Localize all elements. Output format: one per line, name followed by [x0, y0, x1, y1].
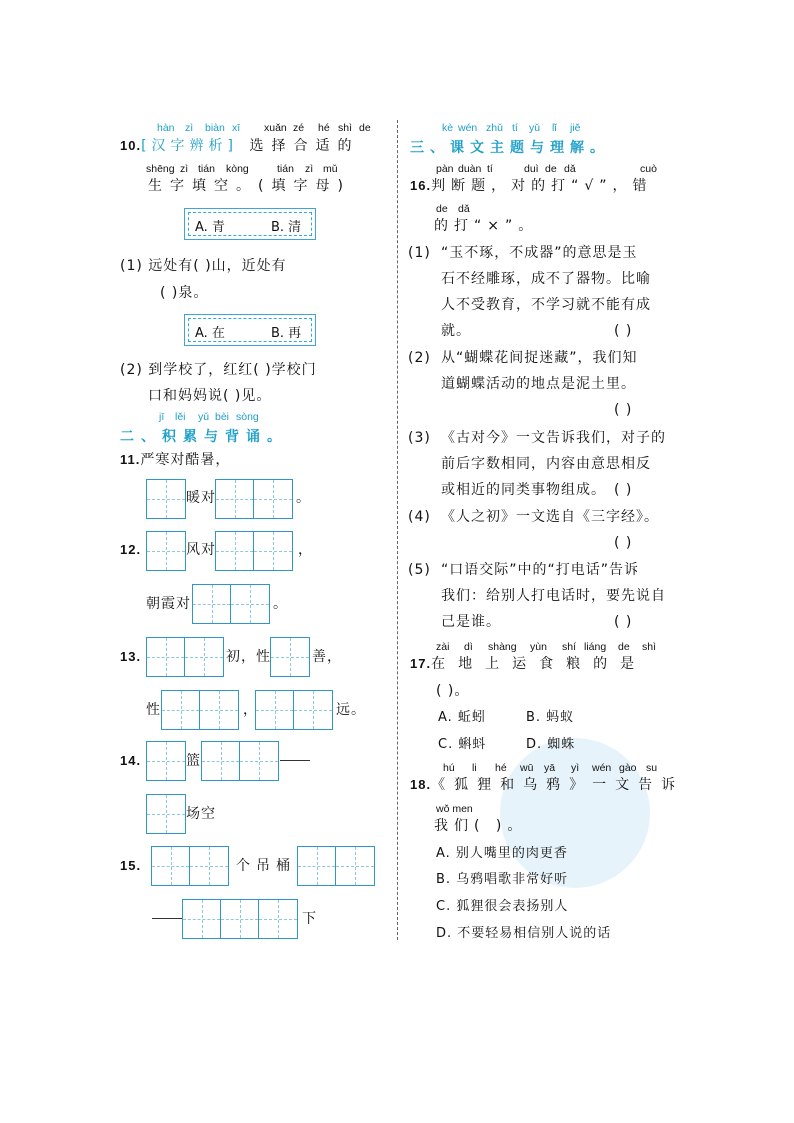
q16-pinyin-6: dǎ [564, 163, 576, 175]
q13-text-c: 性 [146, 702, 161, 718]
q18-pinyin-2: li [472, 762, 477, 774]
q17-pinyin-1: zài [436, 641, 450, 653]
q17-pinyin-3: shàng [488, 641, 517, 653]
watermark-logo [500, 738, 650, 888]
q16-line1: 16.判断题，对的打“√”，错 [410, 178, 653, 194]
q16-item2-answer[interactable]: ( ) [614, 402, 633, 418]
q12-writing-grid-3[interactable] [192, 584, 270, 624]
sec2-pinyin-1: jī [159, 411, 165, 423]
q12-comma: ， [298, 542, 313, 558]
q17-pinyin-5: shí [562, 641, 577, 653]
q13-number: 13. [120, 649, 142, 664]
q18-line2: 我们( )。 [434, 818, 528, 834]
q16-pinyin-5: de [545, 163, 557, 175]
q18-pinyin-4: wū [520, 762, 534, 774]
q18-line1: 18.《狐狸和乌鸦》一文告诉 [410, 777, 685, 793]
q10-options-box-2: A. 在 B. 再 [184, 314, 316, 346]
q17-pinyin-7: de [618, 641, 630, 653]
q18-pinyin-9: su [646, 762, 658, 774]
q17-line1: 17.在地上运食粮的是 [410, 656, 648, 672]
q16-item4-line1: 《人之初》一文选自《三字经》。 [441, 509, 659, 525]
q12-text: 风对 [186, 542, 216, 558]
q16-pinyin-2: duàn [458, 163, 482, 175]
q10-pinyin-12: mǔ [323, 163, 338, 175]
q16-item1-label: (1) [408, 245, 431, 261]
q16-item2-line1: 从“蝴蝶花间捉迷藏”，我们知 [441, 350, 638, 366]
q10-options-box-1: A. 青 B. 清 [184, 208, 316, 240]
q16-pinyin-7: cuò [640, 163, 657, 175]
q15-number: 15. [120, 858, 142, 873]
tag-pinyin-1: hàn [157, 122, 175, 134]
q13-text-a: 初，性 [226, 649, 271, 665]
q10-sub2-line1: (2) 到学校了，红红( )学校门 [120, 362, 317, 378]
q11-line1: 11.严寒对酷暑， [120, 452, 231, 468]
q11-writing-grid-1[interactable] [146, 479, 186, 519]
q10-pinyin-8: tián [198, 163, 215, 175]
q12-number: 12. [120, 542, 142, 557]
q14-writing-grid-3[interactable] [146, 794, 186, 834]
section-2-heading: 二、积累与背诵。 [120, 429, 288, 445]
q16-item5-label: (5) [408, 562, 431, 578]
sec3-pinyin-4: tí [512, 122, 518, 134]
q17-pinyin-4: yùn [530, 641, 547, 653]
column-divider [397, 120, 398, 940]
q16-item4-answer[interactable]: ( ) [614, 535, 633, 551]
q10-pinyin-10: tián [277, 163, 294, 175]
q16-pinyin-9: dǎ [458, 203, 470, 215]
q16-pinyin-1: pàn [436, 163, 454, 175]
q18-pinyin-3: hé [495, 762, 507, 774]
q16-line2: 的打“×”。 [434, 218, 539, 234]
sec3-pinyin-7: jiě [570, 122, 581, 134]
q10-pinyin-4: shì [338, 122, 353, 134]
q13-text-e: 远。 [336, 702, 366, 718]
q17-pinyin-8: shì [642, 641, 657, 653]
q12-writing-grid-1[interactable] [146, 531, 186, 571]
q16-item3-line1: 《古对今》一文告诉我们，对子的 [441, 430, 666, 446]
q15-dash [152, 918, 182, 919]
q10-sub2-line2: 口和妈妈说( )见。 [148, 388, 272, 404]
q14-text-a: 篮 [186, 753, 201, 769]
q18-pinyin-10: wǒ men [436, 803, 473, 815]
q16-item5-line1: “口语交际”中的“打电话”告诉 [441, 562, 640, 578]
sec3-pinyin-1: kè [442, 122, 454, 134]
q10-pinyin-5: de [359, 122, 371, 134]
q16-item3-line2: 前后字数相同，内容由意思相反 [441, 456, 651, 472]
q13-writing-grid-1[interactable] [146, 637, 224, 677]
q10-line1: 10.[汉字辨析] 选择合适的 [120, 138, 360, 154]
q14-writing-grid-1[interactable] [146, 741, 186, 781]
q17-option-a[interactable]: A. 蚯蚓 [438, 710, 486, 725]
sec3-pinyin-2: wén [458, 122, 478, 134]
q17-pinyin-2: dì [464, 641, 473, 653]
q16-item1-line3: 人不受教育，不学习就不能有成 [441, 297, 651, 313]
q10-sub1-line2: ( )泉。 [160, 285, 209, 301]
sec3-pinyin-3: zhǔ [486, 122, 503, 134]
q14-number: 14. [120, 753, 142, 768]
q17-pinyin-6: liáng [584, 641, 607, 653]
q17-option-b[interactable]: B. 蚂蚁 [526, 710, 575, 725]
q16-pinyin-4: duì [524, 163, 539, 175]
q11-text: 暖对 [186, 490, 216, 506]
q16-pinyin-8: de [436, 203, 448, 215]
q10-pinyin-9: kòng [226, 163, 249, 175]
sec2-pinyin-3: yǔ [198, 411, 210, 423]
sec3-pinyin-5: yǔ [529, 122, 541, 134]
q16-item1-line4: 就。 [441, 323, 471, 339]
q15-writing-grid-1[interactable] [151, 846, 229, 886]
sec3-pinyin-6: lǐ [552, 122, 557, 134]
q18-option-d[interactable]: D. 不要轻易相信别人说的话 [436, 926, 612, 941]
q15-writing-grid-3[interactable] [182, 899, 298, 939]
q18-pinyin-1: hú [443, 762, 455, 774]
q18-pinyin-6: yì [571, 762, 580, 774]
q10-pinyin-7: zì [180, 163, 189, 175]
q16-item4-label: (4) [408, 509, 431, 525]
q18-pinyin-7: wén [592, 762, 612, 774]
q12-end: 。 [273, 596, 288, 612]
q13-text-d: ， [243, 702, 258, 718]
q14-dash [280, 760, 310, 761]
q16-item3-line3: 或相近的同类事物组成。 [441, 482, 606, 498]
sec2-pinyin-5: sòng [236, 411, 259, 423]
sec2-pinyin-4: bèi [215, 411, 230, 423]
q10-pinyin-1: xuǎn [264, 122, 287, 134]
q17-option-c[interactable]: C. 蝌蚪 [438, 737, 487, 752]
q16-item2-line2: 道蝴蝶活动的地点是泥土里。 [441, 376, 636, 392]
q15-text-a: 个吊桶 [236, 858, 296, 874]
q15-text-b: 下 [302, 911, 317, 927]
q13-writing-grid-4[interactable] [255, 690, 333, 730]
q18-pinyin-8: gào [619, 762, 637, 774]
q17-line2: ( )。 [436, 683, 470, 699]
q12-line2: 朝霞对 [146, 596, 191, 612]
tag-pinyin-2: zì [185, 122, 194, 134]
q13-text-b: 善， [312, 649, 342, 665]
q14-text-b: 场空 [186, 806, 216, 822]
q16-item3-label: (3) [408, 430, 431, 446]
q10-pinyin-11: zì [305, 163, 314, 175]
q11-writing-grid-2[interactable] [215, 479, 293, 519]
q10-line2: 生字填空。(填字母) [148, 178, 351, 194]
q18-pinyin-5: yā [544, 762, 556, 774]
q16-item3-answer[interactable]: ( ) [614, 482, 633, 498]
q18-option-a[interactable]: A. 别人嘴里的肉更香 [436, 846, 568, 861]
q10-pinyin-6: shēng [146, 163, 175, 175]
q14-writing-grid-2[interactable] [201, 741, 279, 781]
q16-item2-label: (2) [408, 350, 431, 366]
q10-sub1-line1: (1) 远处有( )山，近处有 [120, 258, 287, 274]
q17-option-d[interactable]: D. 蜘蛛 [526, 737, 576, 752]
tag-pinyin-4: xī [232, 122, 241, 134]
q16-item5-answer[interactable]: ( ) [614, 614, 633, 630]
tag-pinyin-3: biàn [205, 122, 225, 134]
q12-writing-grid-2[interactable] [215, 531, 293, 571]
q16-item1-answer[interactable]: ( ) [614, 323, 633, 339]
q10-tag: [汉字辨析] [141, 138, 239, 154]
q13-writing-grid-3[interactable] [161, 690, 239, 730]
sec2-pinyin-2: lěi [175, 411, 186, 423]
q18-option-b[interactable]: B. 乌鸦唱歌非常好听 [436, 872, 569, 887]
section-3-heading: 三、课文主题与理解。 [410, 140, 610, 156]
q16-item1-line1: “玉不琢，不成器”的意思是玉 [441, 245, 638, 261]
q10-pinyin-3: hé [318, 122, 330, 134]
q16-item1-line2: 石不经雕琢，成不了器物。比喻 [441, 271, 651, 287]
q18-option-c[interactable]: C. 狐狸很会表扬别人 [436, 899, 569, 914]
q16-pinyin-3: tí [487, 163, 493, 175]
q15-writing-grid-2[interactable] [297, 846, 375, 886]
q11-end: 。 [296, 490, 311, 506]
q16-item5-line2: 我们：给别人打电话时，要先说自 [441, 588, 666, 604]
q10-pinyin-2: zé [293, 122, 305, 134]
q16-item5-line3: 己是谁。 [441, 614, 501, 630]
q13-writing-grid-2[interactable] [270, 637, 310, 677]
